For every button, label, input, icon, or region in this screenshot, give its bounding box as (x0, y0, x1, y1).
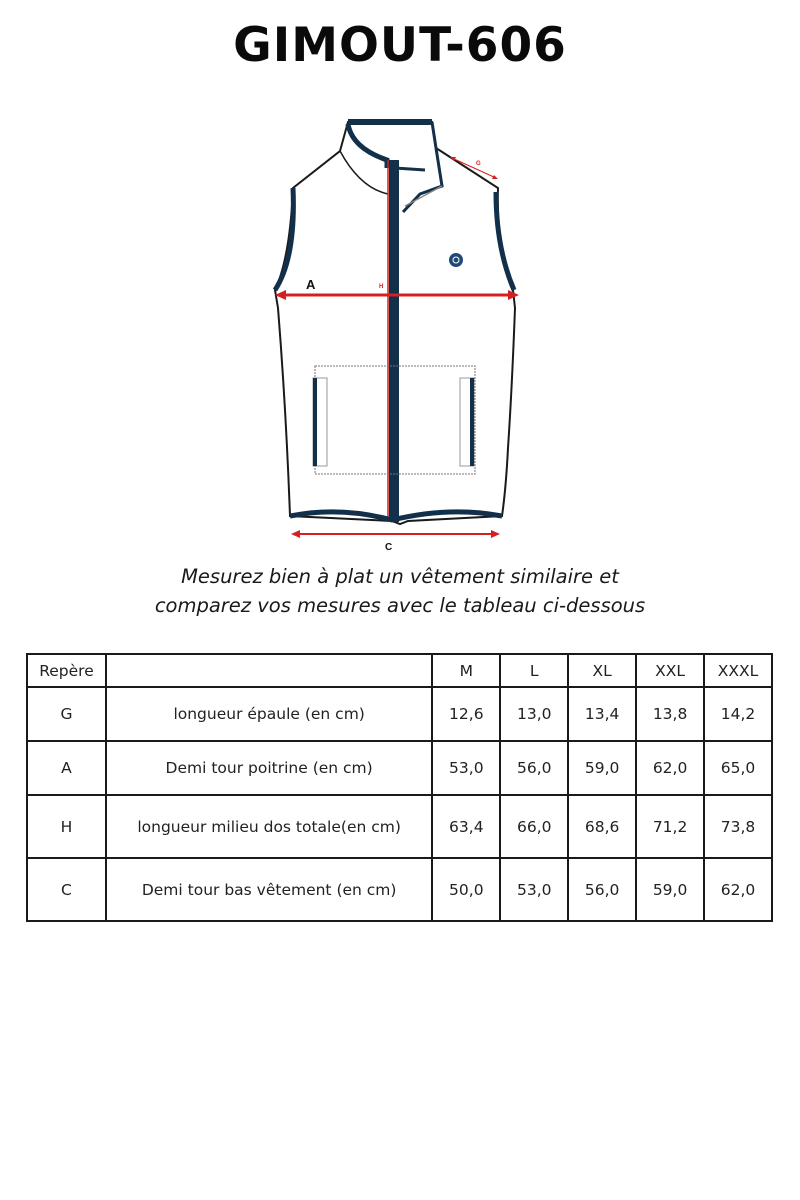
label-a: A (306, 277, 316, 292)
page-title: GIMOUT-606 (233, 18, 567, 73)
header-size-xxl: XXL (636, 654, 704, 687)
table-row (27, 687, 772, 741)
row-desc: longueur épaule (en cm) (106, 687, 432, 741)
cell-value: 53,0 (500, 858, 568, 921)
cell-value: 73,8 (704, 795, 772, 858)
cell-value: 56,0 (500, 741, 568, 795)
zipper (389, 160, 399, 522)
cell-value: 63,4 (432, 795, 500, 858)
header-size-xxxl: XXXL (704, 654, 772, 687)
vest-diagram (260, 108, 540, 558)
label-g: G (476, 161, 481, 167)
cell-value: 62,0 (636, 741, 704, 795)
header-desc (106, 654, 432, 687)
cell-value: 53,0 (432, 741, 500, 795)
measuring-instructions (0, 562, 800, 620)
header-key: Repère (27, 654, 106, 687)
label-h: H (379, 284, 384, 290)
cell-value: 68,6 (568, 795, 636, 858)
cell-value: 50,0 (432, 858, 500, 921)
size-chart-table (26, 653, 773, 922)
row-key: C (27, 858, 106, 921)
cell-value: 62,0 (704, 858, 772, 921)
cell-value: 71,2 (636, 795, 704, 858)
row-desc: Demi tour poitrine (en cm) (106, 741, 432, 795)
header-size-xl: XL (568, 654, 636, 687)
cell-value: 56,0 (568, 858, 636, 921)
cell-value: 59,0 (568, 741, 636, 795)
cell-value: 13,0 (500, 687, 568, 741)
cell-value: 66,0 (500, 795, 568, 858)
row-key: A (27, 741, 106, 795)
row-desc: Demi tour bas vêtement (en cm) (106, 858, 432, 921)
header-size-l: L (500, 654, 568, 687)
table-row (27, 795, 772, 858)
cell-value: 14,2 (704, 687, 772, 741)
row-key: G (27, 687, 106, 741)
cell-value: 13,8 (636, 687, 704, 741)
row-desc: longueur milieu dos totale(en cm) (106, 795, 432, 858)
table-row (27, 741, 772, 795)
logo-badge-icon (449, 253, 463, 267)
cell-value: 13,4 (568, 687, 636, 741)
row-key: H (27, 795, 106, 858)
table-header-row (27, 654, 772, 687)
cell-value: 59,0 (636, 858, 704, 921)
instructions-line-1: Mesurez bien à plat un vêtement similaire et (181, 565, 619, 588)
instructions-line-2: comparez vos mesures avec le tableau ci-dessous (154, 594, 646, 617)
label-c: C (385, 542, 393, 553)
cell-value: 12,6 (432, 687, 500, 741)
table-row (27, 858, 772, 921)
cell-value: 65,0 (704, 741, 772, 795)
header-size-m: M (432, 654, 500, 687)
